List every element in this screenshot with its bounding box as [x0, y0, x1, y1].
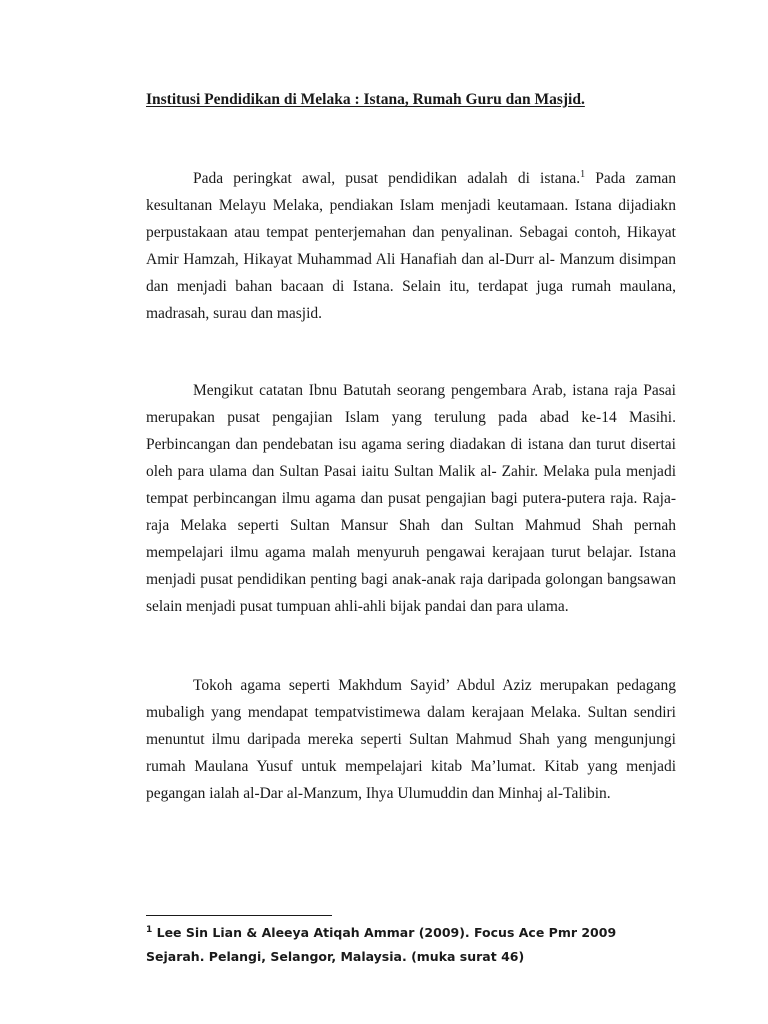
paragraph-1-text-start: Pada peringkat awal, pusat pendidikan adalah di istana.	[193, 170, 581, 187]
paragraph-2-text: Mengikut catatan Ibnu Batutah seorang pengembara Arab, istana raja Pasai merupakan pusat pengajian Islam yang terulung pada abad ke-14 Masihi. Perbincangan dan pendebatan isu agama sering diadakan di istana dan turut disertai oleh para ulama dan Sultan Pasai iaitu Sultan Malik al- Zahir. Melaka pula menjadi tempat perbincangan ilmu agama dan pusat pengajian bagi putera-putera raja. Raja-raja Melaka seperti Sultan Mansur Shah dan Sultan Mahmud Shah pernah mempelajari ilmu agama malah menyuruh pengawai kerajaan turut belajar. Istana menjadi pusat pendidikan penting bagi anak-anak raja daripada golongan bangsawan selain menjadi pusat tumpuan ahli-ahli bijak pandai dan para ulama.	[146, 382, 676, 615]
footnote	[146, 921, 666, 969]
paragraph-3	[146, 672, 676, 807]
paragraph-1-text-end: Pada zaman kesultanan Melayu Melaka, pendiakan Islam menjadi keutamaan. Istana dijadiakn perpustakaan atau tempat penterjemahan dan penyalinan. Sebagai contoh, Hikayat Amir Hamzah, Hikayat Muhammad Ali Hanafiah dan al-Durr al- Manzum disimpan dan menjadi bahan bacaan di Istana. Selain itu, terdapat juga rumah maulana, madrasah, surau dan masjid.	[146, 170, 677, 322]
footnote-number: 1	[146, 924, 153, 935]
paragraph-1	[146, 165, 676, 327]
footnote-text: Lee Sin Lian & Aleeya Atiqah Ammar (2009). Focus Ace Pmr 2009 Sejarah. Pelangi, Selangor, Malaysia. (muka surat 46)	[146, 925, 617, 964]
footnote-reference[interactable]: 1	[580, 168, 586, 180]
document-title: Institusi Pendidikan di Melaka : Istana, Rumah Guru dan Masjid.	[146, 91, 585, 108]
paragraph-3-text: Tokoh agama seperti Makhdum Sayid’ Abdul Aziz merupakan pedagang mubaligh yang mendapat tempatvistimewa dalam kerajaan Melaka. Sultan sendiri menuntut ilmu daripada mereka seperti Sultan Mahmud Shah yang mengunjungi rumah Maulana Yusuf untuk mempelajari kitab Ma’lumat. Kitab yang menjadi pegangan ialah al-Dar al-Manzum, Ihya Ulumuddin dan Minhaj al-Talibin.	[146, 677, 676, 802]
paragraph-2	[146, 377, 676, 620]
footnote-separator	[146, 915, 332, 916]
